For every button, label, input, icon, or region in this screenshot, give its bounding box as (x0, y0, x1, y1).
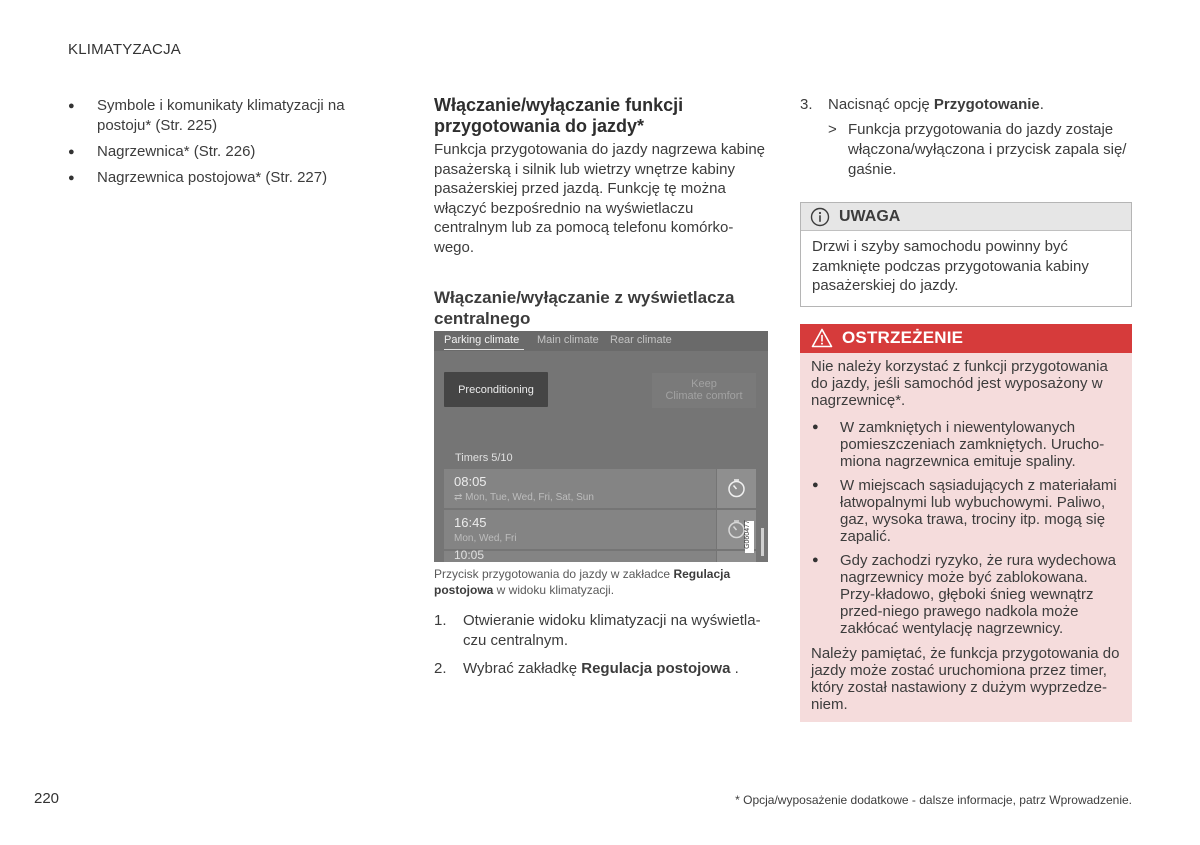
step-number: 2. (434, 660, 447, 677)
step-number: 1. (434, 612, 447, 629)
caption-text-end: w widoku klimatyzacji. (493, 583, 615, 597)
timer-time: 10:05 (454, 548, 485, 562)
figure-caption (434, 566, 768, 598)
image-code: G060477 (743, 520, 751, 549)
right-column (800, 95, 1132, 722)
note-title: UWAGA (839, 207, 901, 225)
step-text-end: . (730, 660, 739, 677)
warning-intro: Nie należy korzystać z funkcji przygotowania do jazdy, jeśli samochód jest wyposażony w nagrzewnicę*. (811, 357, 1108, 409)
steps-list (434, 611, 768, 679)
tab-main-climate[interactable]: Main climate (537, 334, 599, 346)
subsection-title: Włączanie/wyłączanie z wyświetlacza centralnego (434, 288, 735, 328)
timer-row[interactable] (444, 548, 716, 562)
list-item[interactable]: ● Nagrzewnica postojowa* (Str. 227) (68, 168, 358, 188)
warning-box (800, 324, 1132, 722)
warning-body (800, 353, 1132, 722)
timer-time: 08:05 (454, 474, 487, 489)
info-icon (810, 207, 830, 227)
step-bold: Przygotowanie (933, 96, 1040, 113)
preconditioning-button[interactable]: Preconditioning (444, 372, 548, 407)
intro-paragraph: Funkcja przygotowania do jazdy nagrzewa kabinę pasażerską i silnik lub wietrzy wnętrze kabiny pasażerskiej przed jazdą. Funkcję tę można włączyć bezpośrednio na wyświetlaczu centralnym lub za pomocą telefonu komórko-wego. (434, 141, 766, 256)
timers-label: Timers 5/10 (455, 452, 513, 464)
timer-days (454, 492, 594, 503)
image-code-label (745, 521, 754, 553)
keep-label-line2: Climate comfort (665, 390, 743, 402)
step-bold: Regulacja postojowa (581, 660, 731, 677)
climate-tab-bar (434, 331, 768, 351)
center-display-screenshot (434, 331, 768, 562)
warning-title: OSTRZEŻENIE (842, 328, 964, 347)
result-arrow: > (828, 121, 837, 138)
scrollbar[interactable] (761, 528, 764, 556)
related-topics-list (68, 96, 358, 188)
warning-list (811, 419, 1121, 637)
note-text: Drzwi i szyby samochodu powinny być zamknięte podczas przygotowania kabiny pasażerskiej do jazdy. (812, 238, 1089, 294)
step-text: Otwieranie widoku klimatyzacji na wyświetla-czu centralnym. (463, 612, 761, 649)
timer-toggle-button[interactable] (717, 469, 756, 508)
step-result (800, 120, 1132, 180)
middle-column (434, 95, 768, 687)
step-number: 3. (800, 96, 813, 113)
warning-outro: Należy pamiętać, że funkcja przygotowania do jazdy może zostać uruchomiona przez timer, który został nastawiony z dużym wyprzedze-niem. (811, 644, 1120, 713)
caption-bold: Regulacja postojowa (434, 567, 731, 597)
timer-days-text: Mon, Wed, Fri (454, 533, 517, 544)
warning-list-item: ● Gdy zachodzi ryzyko, że rura wydechowa nagrzewnicy może być zablokowana. Przy-kładowo, głęboki śnieg wewnątrz przed-niego prawego nadkola może zakłócać wentylację nagrzewnicy. (811, 552, 1121, 637)
step-text: Wybrać zakładkę (463, 660, 582, 677)
repeat-icon: ⇄ (454, 492, 463, 503)
note-header (801, 203, 1131, 231)
step-item (434, 611, 768, 651)
section-header: KLIMATYZACJA (68, 41, 181, 58)
footnote: * Opcja/wyposażenie dodatkowe - dalsze informacje, patrz Wprowadzenie. (735, 793, 1132, 807)
active-tab-indicator (444, 349, 524, 350)
keep-label-line1: Keep (691, 378, 717, 390)
note-box (800, 202, 1132, 307)
result-text: Funkcja przygotowania do jazdy zostaje włączona/wyłączona i przycisk zapala się/ gaśnie. (848, 121, 1127, 178)
step-text: Nacisnąć opcję (828, 96, 934, 113)
timer-time: 16:45 (454, 515, 487, 530)
section-title: Włączanie/wyłączanie funkcji przygotowania do jazdy* (434, 95, 684, 136)
step-item (800, 95, 1132, 115)
step-text-end: . (1039, 96, 1044, 113)
warning-list-item: ● W miejscach sąsiadujących z materiałami łatwopalnymi lub wybuchowymi. Paliwo, gaz, wysoka trawa, trociny itp. mogą się zapalić. (811, 477, 1121, 545)
warning-header (800, 324, 1132, 353)
timer-row[interactable] (444, 469, 716, 508)
warning-triangle-icon (811, 328, 833, 348)
left-column (68, 96, 358, 194)
list-item[interactable]: ● Symbole i komunikaty klimatyzacji na postoju* (Str. 225) (68, 96, 358, 136)
timer-row[interactable] (444, 510, 716, 549)
timer-icon (726, 478, 747, 499)
timer-days-text: Mon, Tue, Wed, Fri, Sat, Sun (465, 492, 594, 503)
page-number: 220 (34, 790, 60, 807)
tab-rear-climate[interactable]: Rear climate (610, 334, 672, 346)
step-item (434, 659, 768, 679)
keep-climate-comfort-button[interactable] (652, 373, 756, 408)
list-item[interactable]: ● Nagrzewnica* (Str. 226) (68, 142, 358, 162)
tab-parking-climate[interactable]: Parking climate (444, 334, 520, 346)
warning-list-item: ● W zamkniętych i niewentylowanych pomieszczeniach zamkniętych. Urucho-miona nagrzewnica emituje spaliny. (811, 419, 1121, 470)
caption-text: Przycisk przygotowania do jazdy w zakładce (434, 567, 674, 581)
